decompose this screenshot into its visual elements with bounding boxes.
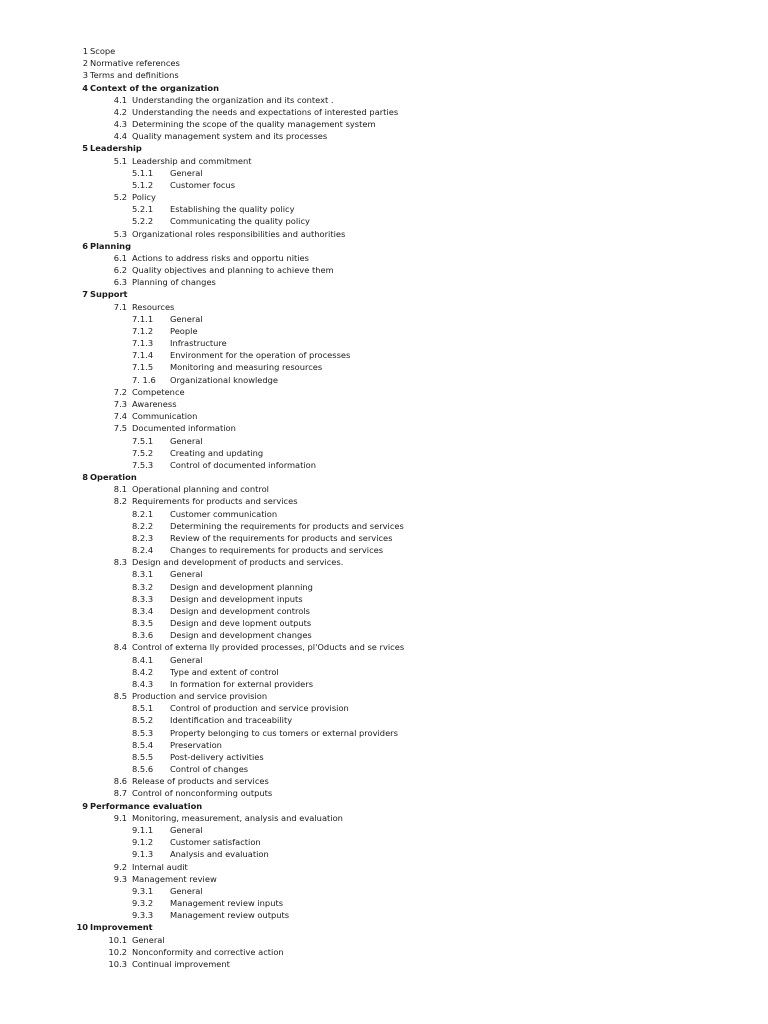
toc-entry-level-2 xyxy=(0,775,768,787)
toc-entry-number: 6 xyxy=(82,240,88,251)
toc-entry-level-3 xyxy=(0,836,768,848)
toc-entry-number: 8.5.4 xyxy=(132,739,154,750)
toc-entry-title: Organizational roles responsibilities and authorities xyxy=(132,228,346,239)
toc-entry-number: 9.3.3 xyxy=(132,910,154,921)
toc-entry-number: 9.1.3 xyxy=(132,849,154,860)
toc-entry-title: Leadership and commitment xyxy=(132,155,252,166)
toc-entry-number: 3 xyxy=(82,70,88,81)
toc-entry-title: Communication xyxy=(132,411,198,422)
toc-entry-number: 8.3.4 xyxy=(132,605,154,616)
toc-entry-level-1 xyxy=(0,69,768,81)
toc-entry-number: 5.2.1 xyxy=(132,204,154,215)
toc-entry-title: Normative references xyxy=(90,58,180,69)
toc-entry-number: 7.1.5 xyxy=(132,362,154,373)
toc-entry-title: People xyxy=(170,325,198,336)
toc-entry-level-2 xyxy=(0,130,768,142)
toc-entry-title: Internal audit xyxy=(132,861,188,872)
toc-entry-level-2 xyxy=(0,873,768,885)
toc-entry-level-1 xyxy=(0,240,768,252)
toc-entry-number: 8.2.3 xyxy=(132,532,154,543)
toc-entry-title: Resources xyxy=(132,301,175,312)
toc-entry-title: Determining the requirements for products and services xyxy=(170,520,404,531)
toc-entry-level-2 xyxy=(0,483,768,495)
toc-entry-level-3 xyxy=(0,508,768,520)
toc-entry-title: Continual improvement xyxy=(132,958,230,969)
toc-entry-title: Planning xyxy=(90,240,132,251)
toc-entry-number: 8.4.3 xyxy=(132,678,154,689)
toc-entry-level-3 xyxy=(0,702,768,714)
toc-entry-level-2 xyxy=(0,301,768,313)
toc-entry-title: Terms and definitions xyxy=(90,70,179,81)
toc-entry-level-3 xyxy=(0,568,768,580)
toc-entry-number: 4.1 xyxy=(113,94,127,105)
toc-entry-level-2 xyxy=(0,191,768,203)
toc-entry-level-2 xyxy=(0,946,768,958)
toc-entry-level-3 xyxy=(0,824,768,836)
toc-entry-number: 4.3 xyxy=(113,119,127,130)
toc-entry-title: Performance evaluation xyxy=(90,800,203,811)
toc-entry-number: 8.3.1 xyxy=(132,569,154,580)
toc-entry-level-3 xyxy=(0,374,768,386)
toc-entry-level-3 xyxy=(0,763,768,775)
toc-entry-level-2 xyxy=(0,276,768,288)
toc-entry-title: Management review xyxy=(132,873,217,884)
toc-entry-number: 8.4 xyxy=(113,642,127,653)
toc-entry-title: Understanding the organization and its context . xyxy=(132,94,334,105)
toc-entry-title: Improvement xyxy=(90,922,153,933)
toc-entry-title: Monitoring, measurement, analysis and evaluation xyxy=(132,812,343,823)
toc-entry-number: 5 xyxy=(82,143,88,154)
toc-entry-level-3 xyxy=(0,203,768,215)
toc-entry-number: 8.3 xyxy=(113,557,127,568)
toc-entry-number: 8.4.1 xyxy=(132,654,154,665)
toc-entry-title: Production and service provision xyxy=(132,691,268,702)
toc-entry-number: 7.3 xyxy=(113,398,127,409)
toc-entry-number: 7 xyxy=(82,289,88,300)
toc-entry-title: Documented information xyxy=(132,423,236,434)
toc-entry-number: 5.2 xyxy=(113,192,127,203)
toc-entry-number: 5.1.1 xyxy=(132,167,154,178)
table-of-contents xyxy=(0,45,768,970)
toc-entry-number: 8.5.3 xyxy=(132,727,154,738)
toc-entry-level-2 xyxy=(0,228,768,240)
toc-entry-title: Control of nonconforming outputs xyxy=(132,788,273,799)
toc-entry-level-3 xyxy=(0,435,768,447)
toc-entry-level-2 xyxy=(0,934,768,946)
toc-entry-title: Requirements for products and services xyxy=(132,496,298,507)
toc-entry-title: Release of products and services xyxy=(132,776,269,787)
toc-entry-level-3 xyxy=(0,593,768,605)
toc-entry-number: 1 xyxy=(82,46,88,56)
toc-entry-number: 8.5.1 xyxy=(132,703,154,714)
toc-entry-title: Context of the organization xyxy=(90,82,220,93)
toc-entry-number: 8.3.6 xyxy=(132,630,154,641)
toc-entry-title: Customer satisfaction xyxy=(170,837,261,848)
toc-entry-title: Understanding the needs and expectations of interested parties xyxy=(132,106,399,117)
toc-entry-title: Infrastructure xyxy=(170,338,227,349)
toc-entry-title: Design and development planning xyxy=(170,581,313,592)
toc-entry-number: 7.1.1 xyxy=(132,313,154,324)
toc-entry-number: 9.3.2 xyxy=(132,898,154,909)
toc-entry-title: Creating and updating xyxy=(170,447,264,458)
toc-entry-level-2 xyxy=(0,422,768,434)
toc-entry-number: 8.5.5 xyxy=(132,751,154,762)
toc-entry-level-3 xyxy=(0,179,768,191)
toc-entry-number: 8.2.2 xyxy=(132,520,154,531)
toc-entry-title: Competence xyxy=(132,386,185,397)
toc-entry-title: Establishing the quality policy xyxy=(170,204,295,215)
toc-entry-title: Planning of changes xyxy=(132,277,216,288)
toc-entry-title: Review of the requirements for products and services xyxy=(170,532,393,543)
toc-entry-number: 8.2.4 xyxy=(132,545,154,556)
toc-entry-level-3 xyxy=(0,751,768,763)
toc-entry-title: Management review outputs xyxy=(170,910,290,921)
toc-entry-level-1 xyxy=(0,82,768,94)
toc-entry-number: 8.2.1 xyxy=(132,508,154,519)
toc-entry-level-2 xyxy=(0,252,768,264)
toc-entry-level-3 xyxy=(0,714,768,726)
toc-entry-level-2 xyxy=(0,495,768,507)
toc-entry-title: Post-delivery activities xyxy=(170,751,264,762)
toc-entry-level-3 xyxy=(0,909,768,921)
toc-entry-title: Communicating the quality policy xyxy=(170,216,310,227)
toc-entry-number: 5.3 xyxy=(113,228,127,239)
toc-entry-number: 9.1.1 xyxy=(132,825,154,835)
toc-entry-number: 7.1.2 xyxy=(132,325,154,336)
toc-entry-number: 6.1 xyxy=(113,252,127,263)
toc-entry-title: Monitoring and measuring resources xyxy=(170,362,323,373)
toc-entry-title: Scope xyxy=(90,46,116,56)
toc-entry-number: 9.1 xyxy=(113,812,127,823)
toc-entry-level-3 xyxy=(0,215,768,227)
toc-entry-level-3 xyxy=(0,532,768,544)
toc-entry-level-3 xyxy=(0,337,768,349)
toc-entry-number: 10.2 xyxy=(108,946,127,957)
toc-entry-level-1 xyxy=(0,45,768,57)
toc-entry-title: Analysis and evaluation xyxy=(170,849,269,860)
toc-entry-title: Type and extent of control xyxy=(170,666,279,677)
toc-entry-title: Customer focus xyxy=(170,179,236,190)
toc-entry-level-3 xyxy=(0,897,768,909)
toc-entry-number: 6.3 xyxy=(113,277,127,288)
toc-entry-level-3 xyxy=(0,459,768,471)
toc-entry-number: 8.5.6 xyxy=(132,764,154,775)
toc-entry-level-2 xyxy=(0,264,768,276)
toc-entry-title: Support xyxy=(90,289,128,300)
toc-entry-title: Leadership xyxy=(90,143,142,154)
toc-entry-title: Control of documented information xyxy=(170,459,317,470)
toc-entry-title: Control of externa lly provided processes, pl'Oducts and se rvices xyxy=(132,642,405,653)
toc-entry-title: General xyxy=(170,435,203,446)
toc-entry-level-2 xyxy=(0,118,768,130)
toc-entry-number: 7.5.1 xyxy=(132,435,154,446)
toc-entry-title: Management review inputs xyxy=(170,898,284,909)
toc-entry-level-2 xyxy=(0,861,768,873)
toc-entry-number: 9.2 xyxy=(113,861,127,872)
toc-entry-level-2 xyxy=(0,94,768,106)
toc-entry-level-2 xyxy=(0,155,768,167)
toc-entry-title: Awareness xyxy=(132,398,177,409)
toc-entry-number: 2 xyxy=(82,58,88,69)
toc-entry-number: 7.1.3 xyxy=(132,338,154,349)
toc-entry-level-1 xyxy=(0,142,768,154)
toc-entry-number: 8.5.2 xyxy=(132,715,154,726)
toc-entry-title: Identification and traceability xyxy=(170,715,293,726)
toc-entry-title: Control of changes xyxy=(170,764,249,775)
toc-entry-title: Determining the scope of the quality management system xyxy=(132,119,376,130)
toc-entry-number: 8.3.2 xyxy=(132,581,154,592)
toc-entry-number: 10.3 xyxy=(108,958,127,969)
toc-entry-number: 9.1.2 xyxy=(132,837,154,848)
toc-entry-number: 8.6 xyxy=(113,776,127,787)
toc-entry-level-3 xyxy=(0,544,768,556)
toc-entry-title: General xyxy=(170,825,203,835)
toc-entry-level-1 xyxy=(0,57,768,69)
toc-entry-level-2 xyxy=(0,958,768,970)
toc-entry-level-2 xyxy=(0,410,768,422)
toc-entry-level-1 xyxy=(0,800,768,812)
toc-entry-title: Operational planning and control xyxy=(132,484,269,495)
toc-entry-number: 9.3.1 xyxy=(132,885,154,896)
toc-entry-level-3 xyxy=(0,739,768,751)
toc-entry-number: 6.2 xyxy=(113,265,127,276)
toc-entry-level-2 xyxy=(0,398,768,410)
toc-entry-number: 10.1 xyxy=(108,934,127,945)
toc-entry-level-3 xyxy=(0,447,768,459)
toc-entry-title: General xyxy=(132,934,165,945)
toc-entry-level-2 xyxy=(0,386,768,398)
toc-entry-title: Organizational knowledge xyxy=(170,374,279,385)
toc-entry-level-3 xyxy=(0,617,768,629)
toc-entry-level-3 xyxy=(0,666,768,678)
toc-entry-level-3 xyxy=(0,325,768,337)
toc-entry-title: In formation for external providers xyxy=(170,678,314,689)
toc-entry-level-3 xyxy=(0,349,768,361)
toc-entry-title: Nonconformity and corrective action xyxy=(132,946,284,957)
toc-entry-title: Quality objectives and planning to achieve them xyxy=(132,265,334,276)
toc-entry-number: 8.2 xyxy=(113,496,127,507)
toc-entry-number: 7.1 xyxy=(113,301,127,312)
toc-entry-level-1 xyxy=(0,471,768,483)
toc-entry-level-3 xyxy=(0,885,768,897)
toc-entry-number: 7.5 xyxy=(113,423,127,434)
toc-entry-number: 8.1 xyxy=(113,484,127,495)
toc-entry-number: 5.2.2 xyxy=(132,216,154,227)
toc-entry-title: Policy xyxy=(132,192,156,203)
toc-entry-title: General xyxy=(170,654,203,665)
toc-entry-level-2 xyxy=(0,812,768,824)
toc-entry-number: 7.5.3 xyxy=(132,459,154,470)
toc-entry-title: General xyxy=(170,313,203,324)
toc-entry-title: Changes to requirements for products and services xyxy=(170,545,384,556)
toc-entry-title: General xyxy=(170,885,203,896)
toc-entry-title: Environment for the operation of processes xyxy=(170,350,351,361)
toc-entry-level-3 xyxy=(0,520,768,532)
toc-entry-title: General xyxy=(170,167,203,178)
toc-entry-number: 8.7 xyxy=(113,788,127,799)
toc-entry-title: General xyxy=(170,569,203,580)
toc-entry-title: Design and development changes xyxy=(170,630,312,641)
toc-entry-number: 8.3.3 xyxy=(132,593,154,604)
toc-entry-level-3 xyxy=(0,848,768,860)
toc-entry-level-2 xyxy=(0,787,768,799)
toc-entry-number: 7.1.4 xyxy=(132,350,154,361)
toc-entry-number: 7. 1.6 xyxy=(132,374,156,385)
toc-entry-number: 8.5 xyxy=(113,691,127,702)
toc-entry-level-2 xyxy=(0,556,768,568)
toc-entry-level-2 xyxy=(0,641,768,653)
toc-entry-number: 8 xyxy=(82,472,88,483)
toc-entry-number: 8.4.2 xyxy=(132,666,154,677)
toc-entry-number: 7.4 xyxy=(113,411,127,422)
toc-entry-title: Quality management system and its processes xyxy=(132,131,328,142)
toc-entry-number: 5.1 xyxy=(113,155,127,166)
toc-entry-title: Preservation xyxy=(170,739,222,750)
toc-entry-level-3 xyxy=(0,727,768,739)
toc-entry-level-2 xyxy=(0,106,768,118)
toc-entry-title: Customer communication xyxy=(170,508,278,519)
toc-entry-number: 4 xyxy=(82,82,88,93)
toc-entry-number: 9.3 xyxy=(113,873,127,884)
toc-entry-level-3 xyxy=(0,313,768,325)
toc-entry-number: 7.5.2 xyxy=(132,447,154,458)
toc-entry-number: 5.1.2 xyxy=(132,179,154,190)
toc-entry-title: Design and development controls xyxy=(170,605,310,616)
toc-entry-level-3 xyxy=(0,361,768,373)
toc-entry-number: 4.4 xyxy=(113,131,127,142)
toc-entry-number: 10 xyxy=(76,922,88,933)
toc-entry-number: 8.3.5 xyxy=(132,618,154,629)
toc-entry-title: Control of production and service provision xyxy=(170,703,349,714)
toc-entry-level-3 xyxy=(0,167,768,179)
toc-entry-level-3 xyxy=(0,678,768,690)
toc-entry-title: Design and deve lopment outputs xyxy=(170,618,312,629)
toc-entry-level-1 xyxy=(0,921,768,933)
toc-entry-level-3 xyxy=(0,581,768,593)
toc-entry-level-1 xyxy=(0,288,768,300)
toc-entry-title: Operation xyxy=(90,472,137,483)
toc-entry-title: Property belonging to cus tomers or external providers xyxy=(170,727,398,738)
toc-entry-number: 7.2 xyxy=(113,386,127,397)
toc-entry-level-3 xyxy=(0,605,768,617)
toc-entry-level-3 xyxy=(0,629,768,641)
toc-entry-title: Actions to address risks and opportu nities xyxy=(132,252,309,263)
toc-entry-number: 9 xyxy=(82,800,88,811)
toc-entry-number: 4.2 xyxy=(113,106,127,117)
toc-entry-level-3 xyxy=(0,654,768,666)
toc-entry-level-2 xyxy=(0,690,768,702)
toc-entry-title: Design and development of products and services. xyxy=(132,557,344,568)
toc-entry-title: Design and development inputs xyxy=(170,593,303,604)
